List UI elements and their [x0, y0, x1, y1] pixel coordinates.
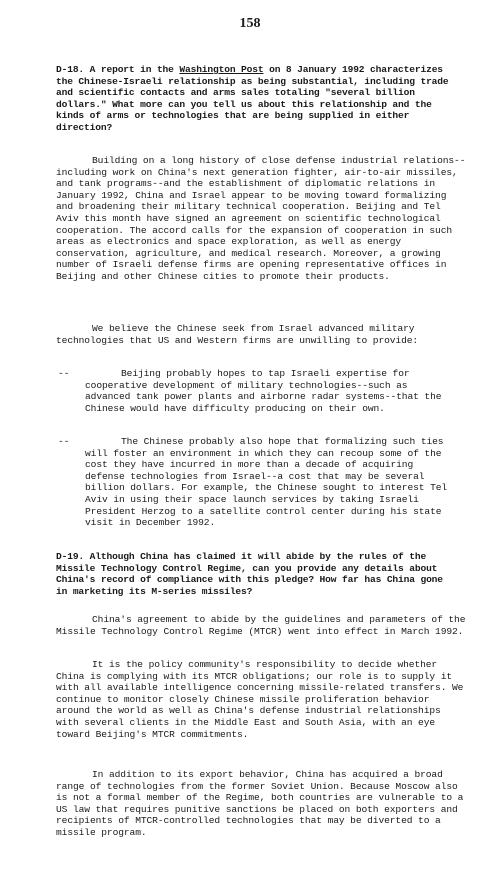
- bullet-text: Beijing probably hopes to tap Israeli expertise for cooperative development of military technologies--such as advanced tank power plants and airborne radar systems--that the Chinese would have difficulty producing on their own.: [85, 368, 442, 414]
- answer-d19-paragraph-3: In addition to its export behavior, China has acquired a broad range of technologies from the former Soviet Union. Because Moscow also is not a formal member of the Regime, both countries are vulnerable to a US law that requires punitive sanctions be placed on both exporters and recipients of MTCR-controlled technologies that may be diverted to a missile program.: [56, 769, 464, 838]
- question-d19-label: D-19.: [56, 551, 85, 562]
- answer-d18-paragraph-1: Building on a long history of close defense industrial relations--including work on China's next generation fighter, air-to-air missiles, and tank programs--and the establishment of diplomatic relations in January 1992, China and Israel appear to be moving toward formalizing and broadening their military technical cooperation. Beijing and Tel Aviv this month have signed an agreement on scientific technological cooperation. The accord calls for the expansion of cooperation in such areas as electronics and space exploration, as well as energy conservation, agriculture, and medical research. Moreover, a growing number of Israeli defense firms are opening representative offices in Beijing and other Chinese cities to promote their products.: [56, 155, 466, 282]
- page-number: 158: [239, 16, 261, 31]
- answer-d19-paragraph-2: It is the policy community's responsibility to decide whether China is complying with its MTCR obligations; our role is to supply it with all available intelligence concerning missile-related transfers. We continue to monitor closely Chinese missile proliferation behavior around the world as well as China's defense industrial relationships with several clients in the Middle East and South Asia, with an eye toward Beijing's MTCR commitments.: [56, 659, 464, 740]
- question-d18: [56, 64, 452, 134]
- bullet-dash: --: [58, 368, 70, 379]
- question-d18-lead: A report in the: [89, 64, 174, 75]
- question-d18-label: D-18.: [56, 64, 85, 75]
- question-d18-source: Washington Post: [179, 64, 264, 75]
- question-d19-text: Although China has claimed it will abide by the rules of the Missile Technology Control Regime, can you provide any details about China's record of compliance with this pledge? How far has China gone in marketing its M-series missiles?: [56, 551, 443, 597]
- question-d19: [56, 551, 452, 597]
- answer-d19-paragraph-1: China's agreement to abide by the guidelines and parameters of the Missile Technology Control Regime (MTCR) went into effect in March 1992.: [56, 614, 466, 637]
- bullet-dash: --: [58, 436, 70, 447]
- answer-d18-paragraph-2: We believe the Chinese seek from Israel advanced military technologies that US and Western firms are unwilling to provide:: [56, 323, 419, 346]
- question-d18-text: on 8 January 1992 characterizes the Chinese-Israeli relationship as being substantial, including trade and scientific contacts and arms sales totaling "several billion dollars." What more can you tell us about this relationship and the kinds of arms or technologies that are being supplied in either direction?: [56, 64, 449, 133]
- bullet-text: The Chinese probably also hope that formalizing such ties will foster an environment in which they can recoup some of the cost they have incurred in more than a decade of acquiring defense technologies from Israel--a cost that may be several billion dollars. For example, the Chinese sought to interest Tel Aviv in using their space launch services by taking Israeli President Herzog to a satellite control center during his state visit in December 1992.: [85, 436, 448, 529]
